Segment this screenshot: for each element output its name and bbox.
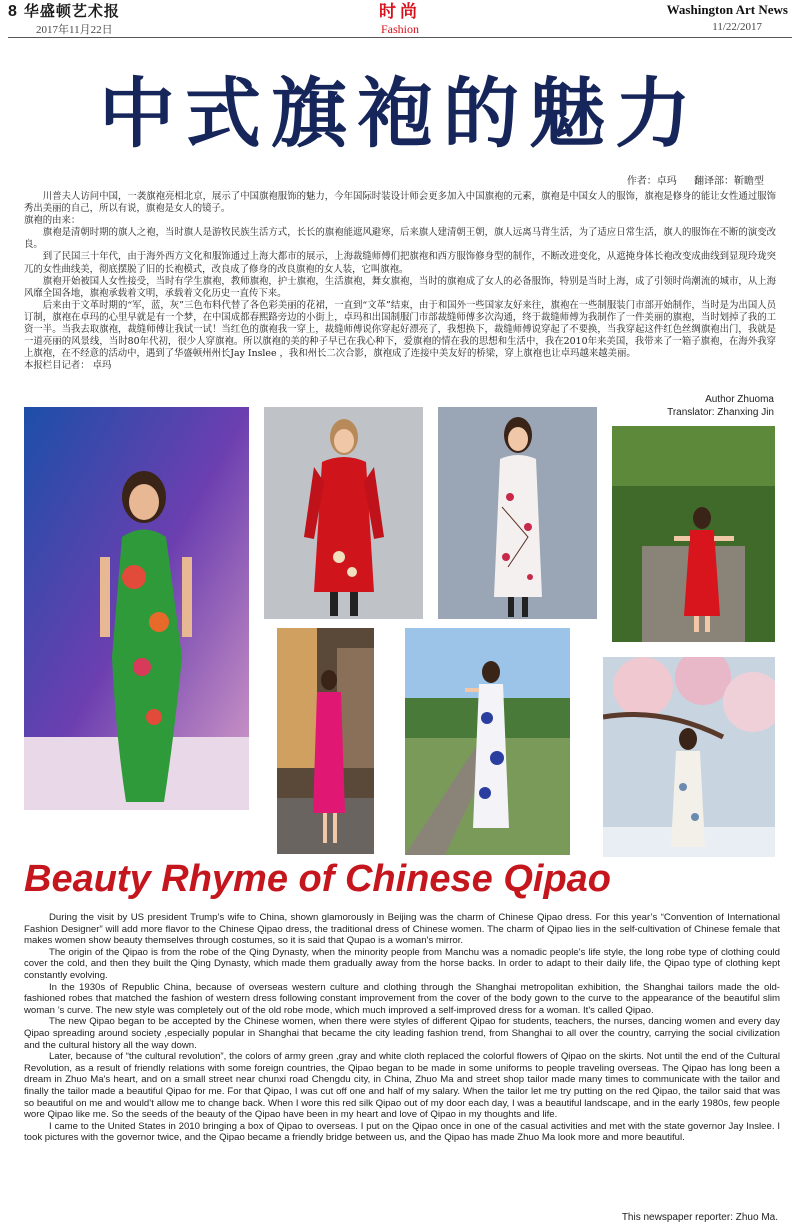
paragraph-cn: 旗袍是清朝时期的旗人之袍，当时旗人是游牧民族生活方式，长长的旗袍能遮风避寒，后来旗人建清朝王朝，旗人远离马背生活，为了适应日常生活，旗人的服饰在不断的演变改良。 bbox=[24, 227, 776, 251]
article-title-cn: 中式旗袍的魅力 bbox=[99, 69, 701, 158]
section-cn: 时尚 bbox=[379, 2, 421, 22]
page-number: 8 bbox=[8, 3, 18, 20]
paragraph-cn: 旗袍开始被国人女性接受，当时有学生旗袍，教师旗袍，护士旗袍，生活旗袍，舞女旗袍，当时的旗袍成了女人的必备服饰，特别是当时上海，成了引领时尚潮流的城市，从上海风靡全国各地，旗袍承载着文明，承载着文化历史一直传下来。 bbox=[24, 275, 776, 299]
reporter-en: This newspaper reporter: Zhuo Ma. bbox=[621, 1212, 778, 1223]
paragraph-en: In the 1930s of Republic China, because of overseas western culture and clothing through the Shanghai metropolitan exhibition, the Shanghai tailors made the old-fashioned robes that matched the fashion of western dress following constant improvement from the cover of the body gown to the curve to the appearance of the beautiful slim woman ’s curve. The new style was completely out of the old robe mode, which much improved a self-improved dress for a woman. It's called Qipao. bbox=[24, 981, 780, 1016]
paragraph-en: The new Qipao began to be accepted by the Chinese women, when there were styles of different Qipao for students, teachers, the nurses, dancing women and every day Qipao spreading around society ,especially popular in Shanghai that became the city leading fashion trend, from Shanghai to all over the country, carrying the social civilization and the cultural history all the way down. bbox=[24, 1016, 780, 1051]
photo-white-plum-qipao bbox=[438, 407, 597, 619]
date-cn: 2017年11月22日 bbox=[36, 24, 113, 36]
byline-author-cn: 作者：卓玛 bbox=[626, 176, 677, 187]
reporter-cn: 本报栏目记者： 卓玛 bbox=[24, 360, 112, 372]
byline-cn bbox=[613, 172, 764, 187]
paragraph-en: I came to the United States in 2010 bringing a box of Qipao to overseas. I put on the Qipao once in one of the casual activities and met with the state governor Jay Inslee. I took pictures with the governor twice, and the Qipao became a friendly bridge between us, and the Qipao has made Zhuo Ma look more and more beautiful. bbox=[24, 1120, 780, 1144]
photo-blue-porcelain-qipao bbox=[405, 628, 570, 855]
photo-cherry-blossom-qipao bbox=[603, 657, 775, 857]
paragraph-en: Later, because of “the cultural revolution”, the colors of army green ,gray and white cloth replaced the colorful flowers of Qipao on the skirts. Not until the end of the Cultural Revolution, as a result of friendly relations with some foreign countries, the Qipao began to be made in some uniforms to people traveling overseas. The Qipao has long been a dream in Zhuo Ma's heart, and on a small street near chunxi road Chengdu city, in China, Zhuo Ma and street shop tailor made many times to communicate with the tailor and finally the tailor made a beautiful Qipao for me. For that Qipao, I was cut off one and half of my salary. When the tailor let me try putting on the red Qipao, the tailor said that was so beautiful on me and would’t allow me to change back. When I wore this red silk Qipao out of my door each day, I was a beautiful landscape, and in the early 1980s, few people wore Qipao like me. So the seeds of the beauty of the Qipao have been in my heart and love of Qipao in my thoughts and life. bbox=[24, 1051, 780, 1121]
subheading-cn: 旗袍的由来： bbox=[24, 215, 81, 227]
photo-red-winter-qipao bbox=[264, 407, 423, 619]
byline-translator-cn: 翻译部：靳瞻型 bbox=[694, 176, 764, 187]
translator-en: Translator: Zhanxing Jin bbox=[667, 407, 774, 418]
section-label bbox=[350, 2, 450, 36]
paper-name-cn: 华盛顿艺术报 bbox=[23, 2, 120, 20]
paragraph-en: During the visit by US president Trump’s wife to China, shown glamorously in Beijing was the charm of Chinese Qipao dress. For this year’s “Convention of International Fashion Designer” will add more flavor to the Chinese Qipao dress, the traditional dress of Chinese women. The charm of Qipao lies in the self-cultivation of Chinese female that makes women show beauty themselves through costumes, so it is said that Qupao is a woman's mirror. bbox=[24, 912, 780, 947]
header-divider bbox=[8, 37, 792, 38]
paragraph-cn: 后来由于文革时期的“军，蓝，灰”三色布料代替了各色彩美丽的花裙，一直到“文革”结束，由于和国外一些国家友好来往，旗袍在一些制服装门市部开始制作，当时是为出国人员订制，旗袍在卓玛的心里早就是有一个梦，在中国成都春熙路旁边的小街上，卓玛和出国制服门市部裁缝师傅多次沟通，终于裁缝师傅为我制作了一件美丽的旗袍，当时划掉了我的工资一半。当我去取旗袍，裁缝师傅让我试一试！当红色的旗袍我一穿上，裁缝师傅说你穿起好漂亮了，我想换下，裁缝师傅说穿起了不要换，当我穿起这件红色丝绸旗袍出门，我就是一道亮丽的风景线，当时80年代初，很少人穿旗袍。所以旗袍的美的种子早已在我心种下，爱旗袍的情在我的思想和生活中，我在2010年来美国，我带来了一箱子旗袍，在海外我穿上旗袍，在不经意的活动中，遇到了华盛顿州州长Jay Inslee ，我和州长二次合影，旗袍成了连接中美友好的桥梁，穿上旗袍也让卓玛越来越美丽。 bbox=[24, 299, 776, 360]
author-en: Author Zhuoma bbox=[705, 394, 774, 405]
date-en: 11/22/2017 bbox=[712, 21, 762, 33]
paragraph-en: The origin of the Qipao is from the robe of the Qing Dynasty, when the minority people from Manchu was a nomadic people's life style, the long robe type of clothing could cover the cold, and then they built the Qing Dynasty, which made them gradually away from the horse backs. In order to adapt to their daily life, the Qipao type of clothing kept constantly evolving. bbox=[24, 946, 780, 981]
paper-name-en: Washington Art News bbox=[666, 2, 788, 17]
section-en: Fashion bbox=[380, 22, 419, 36]
article-title-en: Beauty Rhyme of Chinese Qipao bbox=[24, 858, 612, 900]
masthead-left bbox=[8, 0, 120, 21]
photo-red-qipao-garden bbox=[612, 426, 775, 642]
paragraph-cn: 川普夫人访问中国，一袭旗袍亮相北京，展示了中国旗袍服饰的魅力，今年国际时装设计师会更多加入中国旗袍的元素，旗袍是中国女人的服饰，旗袍是修身的能让女性通过服饰秀出美丽的自己，所以有说，旗袍是女人的镜子。 bbox=[24, 191, 776, 215]
paragraph-cn: 到了民国三十年代，由于海外西方文化和服饰通过上海大都市的展示，上海裁缝师傅们把旗袍和西方服饰修身型的制作，不断改进变化，从遮掩身体长袍改变成曲线到显现玲珑突兀的女性曲线美，彻底摆脱了旧的长袍模式，改良成了修身的改良旗袍的女人装，它叫旗袍。 bbox=[24, 251, 776, 275]
photo-green-qipao-stage bbox=[24, 407, 249, 810]
article-body-cn bbox=[24, 191, 776, 372]
author-credit-en bbox=[667, 393, 774, 419]
article-body-en bbox=[24, 912, 780, 1144]
photo-pink-qipao-street bbox=[277, 628, 374, 854]
